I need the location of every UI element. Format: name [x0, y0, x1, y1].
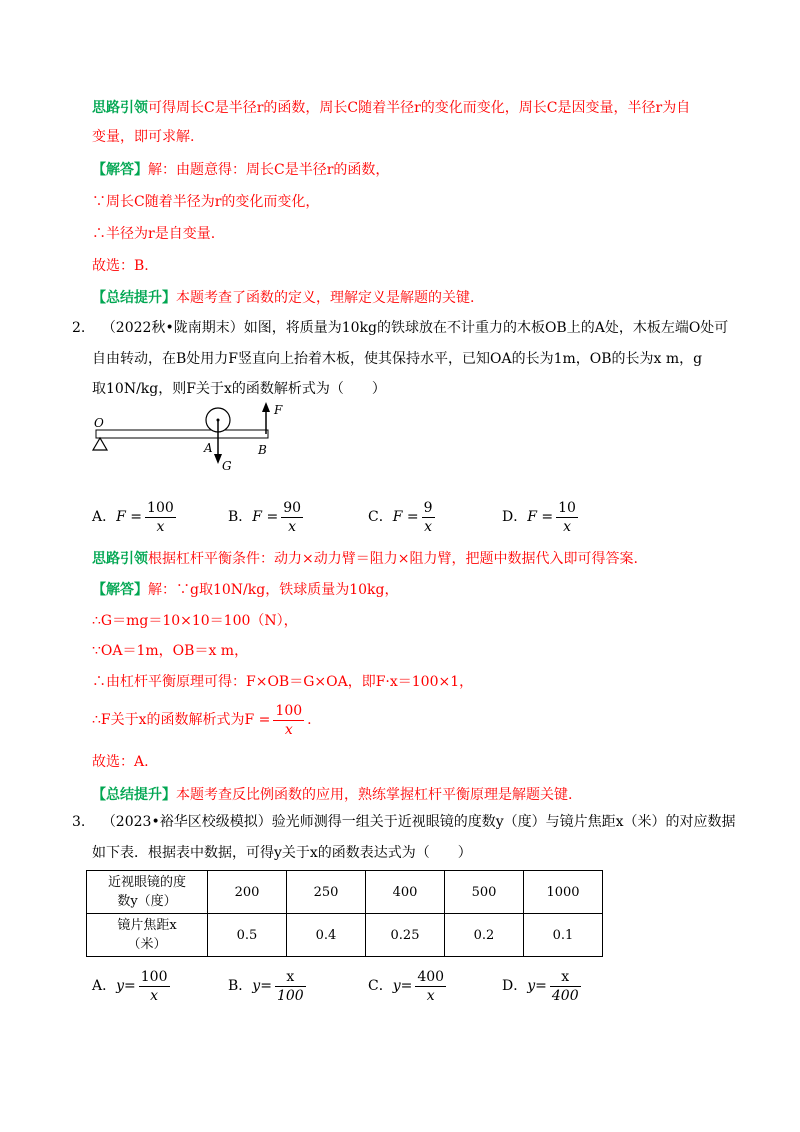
label-f: F [274, 403, 283, 417]
q2-step-2: ∵OA＝1m，OB＝x m， [92, 643, 249, 659]
option-c[interactable] [368, 966, 449, 1006]
numerator: 9 [423, 499, 433, 516]
denominator: 100 [276, 987, 304, 1004]
option-fraction [139, 968, 170, 1005]
option-fraction [145, 499, 176, 536]
summary-label: 【总结提升】 [92, 787, 176, 803]
question-number: 3. [72, 814, 86, 830]
label-g: G [222, 459, 232, 473]
row-header-line: 镜片焦距x [117, 918, 177, 933]
q2-step-3: ∴由杠杆平衡原理可得：F×OB＝G×OA，即F·x＝100×1， [92, 674, 474, 690]
q1-hint-cont: 变量，即可求解. [92, 129, 195, 145]
table-cell: 0.25 [366, 914, 445, 957]
table-cell: 400 [366, 871, 445, 914]
option-a[interactable] [92, 497, 179, 537]
option-b[interactable] [228, 966, 309, 1006]
q3-stem-2: 如下表．根据表中数据，可得y关于x的函数表达式为（ ） [92, 845, 472, 861]
summary-label: 【总结提升】 [92, 290, 176, 306]
option-fraction [550, 968, 581, 1005]
table-row [87, 914, 603, 957]
q2-summary [92, 785, 572, 805]
lever-board [96, 430, 268, 438]
denominator: x [288, 518, 297, 535]
numerator: 90 [283, 499, 302, 516]
q2-choice: 故选：A. [92, 754, 149, 770]
option-label: A． [92, 509, 117, 525]
table-cell: 500 [445, 871, 524, 914]
q2-stem-1 [72, 318, 728, 338]
option-fraction [275, 968, 306, 1005]
row-header [87, 914, 208, 957]
label-a: A [204, 441, 213, 455]
denominator: x [284, 721, 293, 738]
denominator: 400 [551, 987, 579, 1004]
lever-diagram [86, 400, 286, 478]
table-cell: 200 [208, 871, 287, 914]
option-d[interactable] [502, 497, 581, 537]
stem-text: （2022秋•陇南期末）如图，将质量为10kg的铁球放在不计重力的木板OB上的A处，木板左端O处可 [101, 320, 729, 336]
denominator: x [424, 518, 433, 535]
gravity-arrow-head [214, 454, 222, 464]
q1-step-1: ∵周长C随着半径为r的变化而变化， [92, 194, 320, 210]
option-lhs: F = [527, 509, 554, 525]
option-label: B． [228, 978, 253, 994]
option-fraction [281, 499, 303, 536]
row-header-line: 数y（度） [117, 894, 177, 909]
option-label: C． [368, 978, 393, 994]
numerator: x [550, 968, 581, 987]
q2-answer [92, 580, 398, 600]
denominator: x [150, 987, 159, 1004]
result-text: ∴F关于x的函数解析式为F = [92, 712, 271, 728]
option-lhs: y= [392, 978, 413, 994]
label-o: O [94, 416, 104, 430]
numerator: 10 [558, 499, 576, 516]
q2-stem-2: 自由转动，在B处用力F竖直向上抬着木板，使其保持水平，已知OA的长为1m，OB的长为x m，g [92, 351, 703, 367]
question-number: 2. [72, 320, 86, 336]
force-arrow-head [262, 402, 270, 412]
denominator: x [156, 518, 165, 535]
row-header [87, 871, 208, 914]
summary-text: 本题考查了函数的定义，理解定义是解题的关键. [176, 290, 475, 306]
option-lhs: y= [252, 978, 272, 994]
result-fraction [273, 702, 304, 739]
table-cell: 0.1 [524, 914, 603, 957]
q1-summary [92, 288, 474, 308]
option-lhs: F = [392, 509, 419, 525]
q1-hint [92, 98, 690, 118]
option-fraction [556, 499, 578, 536]
hint-text: 可得周长C是半径r的函数，周长C随着半径r的变化而变化，周长C是因变量，半径r为自 [148, 100, 691, 116]
q2-step-1: ∴G＝mg＝10×10＝100（N）， [92, 613, 298, 629]
denominator: x [426, 987, 435, 1004]
table-cell: 1000 [524, 871, 603, 914]
option-b[interactable] [228, 497, 306, 537]
table-cell: 250 [287, 871, 366, 914]
answer-label: 【解答】 [92, 582, 148, 598]
stem-text: （2023•裕华区校级模拟）验光师测得一组关于近视眼镜的度数y（度）与镜片焦距x（米）的对应数据 [101, 814, 736, 830]
numerator: 100 [140, 968, 168, 985]
hint-text: 根据杠杆平衡条件：动力×动力臂＝阻力×阻力臂，把题中数据代入即可得答案. [148, 551, 638, 567]
q2-step-4 [92, 700, 312, 740]
answer-text: 解：∵g取10N/kg，铁球质量为10kg， [148, 582, 399, 598]
answer-text: 解：由题意得：周长C是半径r的函数， [148, 162, 390, 178]
option-label: C． [368, 509, 393, 525]
option-lhs: F = [252, 509, 279, 525]
hint-label: 思路引领 [92, 551, 148, 567]
label-b: B [258, 443, 267, 457]
numerator: x [275, 968, 306, 987]
summary-text: 本题考查反比例函数的应用，熟练掌握杠杆平衡原理是解题关键. [176, 787, 573, 803]
period: . [307, 712, 312, 728]
table-cell: 0.5 [208, 914, 287, 957]
q2-stem-3: 取10N/kg，则F关于x的函数解析式为（ ） [92, 381, 386, 397]
option-a[interactable] [92, 966, 173, 1006]
option-d[interactable] [502, 966, 584, 1006]
option-lhs: F = [116, 509, 143, 525]
option-c[interactable] [368, 497, 438, 537]
q1-answer [92, 160, 389, 180]
option-fraction [422, 499, 435, 536]
option-label: D． [502, 509, 528, 525]
table-cell: 0.2 [445, 914, 524, 957]
table-cell: 0.4 [287, 914, 366, 957]
table-row [87, 871, 603, 914]
q1-choice: 故选：B. [92, 258, 149, 274]
option-fraction [415, 968, 446, 1005]
option-label: D． [502, 978, 528, 994]
option-label: B． [228, 509, 253, 525]
row-header-line: 近视眼镜的度 [107, 875, 186, 890]
answer-label: 【解答】 [92, 162, 148, 178]
numerator: 100 [147, 499, 174, 516]
option-label: A． [92, 978, 117, 994]
data-table [86, 870, 603, 957]
row-header-line: （米） [127, 937, 167, 952]
option-lhs: y= [116, 978, 136, 994]
pivot-icon [93, 438, 107, 450]
q3-stem-1 [72, 812, 736, 832]
denominator: x [563, 518, 571, 535]
q1-step-2: ∴半径为r是自变量. [92, 226, 216, 242]
hint-label: 思路引领 [92, 100, 148, 116]
numerator: 100 [275, 702, 303, 719]
option-lhs: y= [527, 978, 547, 994]
q2-hint [92, 549, 638, 569]
numerator: 400 [417, 968, 445, 985]
